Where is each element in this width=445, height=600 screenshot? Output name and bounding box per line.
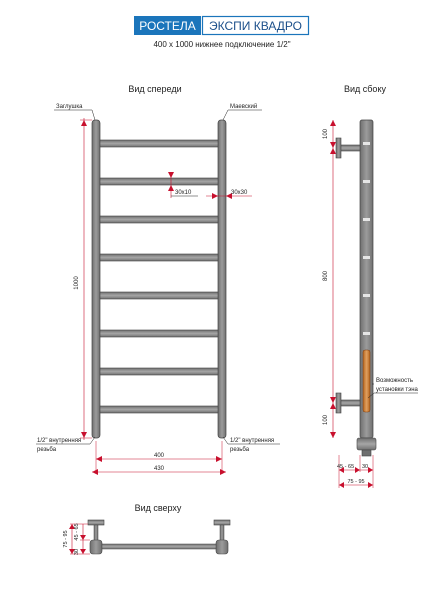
width-outer-arrow-left [92, 469, 98, 475]
side-arrow-2 [330, 142, 336, 148]
depth-label-1: 45 - 65 [337, 464, 355, 470]
bottom-connector-nozzle [362, 450, 371, 456]
thread-left-line1: 1/2" внутренняя [37, 438, 82, 444]
bottom-bracket-arm [339, 400, 360, 406]
rung [100, 406, 218, 413]
mayevsky-leader [223, 110, 228, 120]
side-top-offset: 100 [323, 128, 329, 140]
width-outer-arrow-right [220, 469, 226, 475]
mayevsky-label: Маевский [230, 104, 258, 110]
top-bracket-arm [339, 145, 360, 151]
height-label: 1000 [74, 276, 80, 290]
rung-end-mark [363, 218, 370, 221]
brand-right-text: ЭКСПИ КВАДРО [209, 19, 302, 33]
bar-size-arrow-bottom [168, 185, 174, 191]
thread-right-line1: 1/2" внутренняя [230, 438, 275, 444]
post-size-arrow-left [212, 193, 218, 199]
rung-end-mark [363, 332, 370, 335]
depth-label-2: 30 [362, 464, 369, 470]
thread-right-leader-2 [223, 437, 228, 444]
side-arrow-5 [330, 403, 336, 409]
heater-label-line1: Возможность [376, 378, 413, 384]
thread-left-line2: резьба [37, 447, 57, 453]
header-brand [134, 16, 309, 35]
bar-size-arrow-top [168, 172, 174, 178]
plug-leader [92, 110, 95, 120]
bottom-bracket-plate [336, 393, 341, 413]
rung-end-mark [363, 142, 370, 145]
width-outer-label: 430 [153, 466, 165, 472]
width-inner-arrow-left [96, 456, 102, 462]
rung [100, 330, 218, 337]
top-dim-arrow-3 [80, 535, 86, 540]
bottom-connector [357, 438, 376, 450]
top-bar [102, 544, 216, 549]
side-arrow-4 [330, 397, 336, 403]
height-arrow-bottom [81, 432, 87, 438]
top-bracket-plate [336, 138, 341, 158]
side-middle: 800 [323, 270, 329, 282]
heater-element [363, 350, 370, 412]
top-left-stem [94, 525, 98, 541]
thread-right-line2: резьба [230, 447, 250, 453]
depth-label-3: 75 - 95 [347, 479, 365, 485]
rung [100, 140, 218, 147]
rung [100, 368, 218, 375]
height-arrow-top [81, 120, 87, 126]
top-dim-label-2: 30 [74, 548, 80, 556]
bar-size-label: 30x10 [175, 190, 192, 196]
rungs [100, 140, 218, 413]
rung [100, 292, 218, 299]
rung-end-mark [363, 180, 370, 183]
rung [100, 254, 218, 261]
top-right-post [216, 540, 228, 554]
brand-left-text: РОСТЕЛА [139, 19, 196, 33]
rung-end-mark [363, 294, 370, 297]
top-dim-arrow-4 [80, 549, 86, 554]
front-view-title: Вид спереди [128, 84, 182, 94]
top-left-plate [88, 520, 104, 525]
right-post [218, 120, 226, 438]
top-right-stem [220, 525, 224, 541]
side-arrow-1 [330, 120, 336, 126]
top-view-title: Вид сверху [134, 503, 182, 513]
subtitle: 400 x 1000 нижнее подключение 1/2" [153, 40, 291, 49]
width-inner-label: 400 [153, 453, 165, 459]
left-post [92, 120, 100, 438]
post-size-label: 30x30 [231, 190, 248, 196]
width-inner-arrow-right [216, 456, 222, 462]
depth-arrow-4 [339, 482, 344, 488]
side-bottom-offset: 100 [323, 414, 329, 426]
side-arrow-3 [330, 148, 336, 154]
plug-label: Заглушка [56, 104, 83, 110]
rung-end-mark [363, 256, 370, 259]
top-left-post [90, 540, 102, 554]
depth-arrow-3 [368, 467, 373, 473]
rung [100, 216, 218, 223]
top-dim-label-1: 75 - 95 [63, 530, 69, 548]
depth-arrow-5 [368, 482, 373, 488]
top-dim-label-3: 45 - 65 [74, 523, 80, 541]
top-right-plate [214, 520, 230, 525]
depth-arrow-2 [355, 467, 360, 473]
rung [100, 178, 218, 185]
side-view-title: Вид сбоку [344, 84, 386, 94]
side-arrow-6 [330, 432, 336, 438]
heater-label-line2: установки тэна [376, 387, 418, 393]
